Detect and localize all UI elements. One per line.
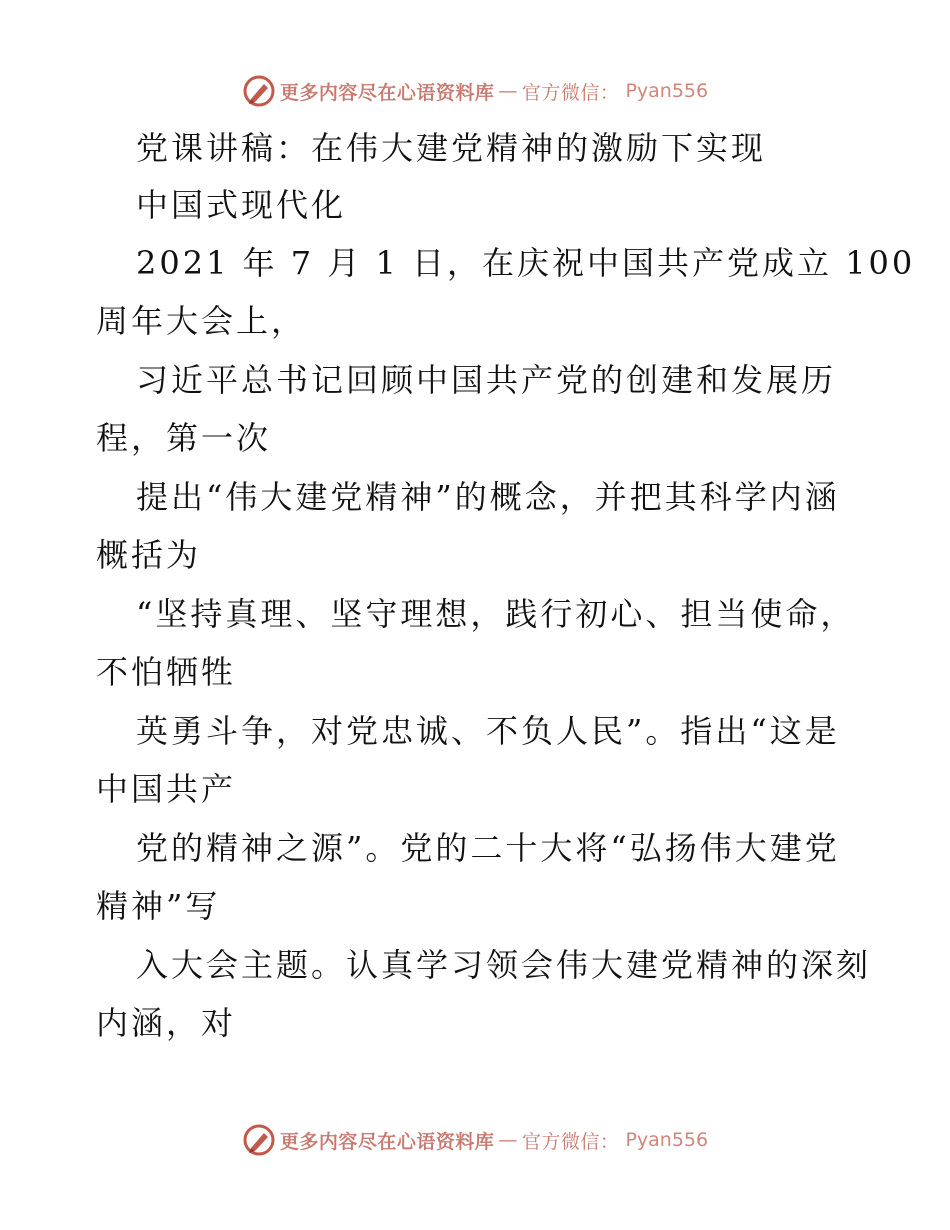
paragraph-line: 入大会主题。认真学习领会伟大建党精神的深刻	[136, 946, 872, 984]
watermark-account: Pyan556	[625, 1129, 709, 1151]
pen-logo-icon	[242, 74, 276, 108]
paragraph-line: 程，第一次	[96, 419, 272, 457]
watermark-footer	[0, 1120, 950, 1160]
paragraph-line: 提出“伟大建党精神”的概念，并把其科学内涵	[136, 478, 840, 516]
paragraph-line: 不怕牺牲	[96, 653, 237, 691]
paragraph-line: 精神”写	[96, 887, 221, 925]
paragraph-line: “坚持真理、坚守理想，践行初心、担当使命，	[136, 595, 856, 633]
paragraph-line: 习近平总书记回顾中国共产党的创建和发展历	[136, 361, 837, 399]
watermark-separator: —	[498, 80, 518, 102]
watermark-separator: —	[498, 1129, 518, 1151]
watermark-brand: 更多内容尽在心语资料库	[279, 1130, 495, 1153]
title-line-1: 党课讲稿：在伟大建党精神的激励下实现	[136, 129, 767, 167]
paragraph-line: 概括为	[96, 536, 202, 574]
title-line-2: 中国式现代化	[136, 186, 347, 224]
paragraph-line: 内涵，对	[96, 1004, 237, 1042]
paragraph-line: 党的精神之源”。党的二十大将“弘扬伟大建党	[136, 829, 840, 867]
paragraph-line: 周年大会上，	[96, 302, 307, 340]
watermark-account: Pyan556	[625, 80, 709, 102]
paragraph-line: 2021 年 7 月 1 日，在庆祝中国共产党成立 100	[136, 244, 916, 282]
paragraph-line: 英勇斗争，对党忠诚、不负人民”。指出“这是	[136, 712, 840, 750]
watermark-official-label: 官方微信：	[521, 81, 620, 104]
watermark-brand: 更多内容尽在心语资料库	[279, 81, 495, 104]
watermark-official-label: 官方微信：	[521, 1130, 620, 1153]
paragraph-line: 中国共产	[96, 770, 237, 808]
watermark-header	[0, 71, 950, 111]
pen-logo-icon	[242, 1123, 276, 1157]
